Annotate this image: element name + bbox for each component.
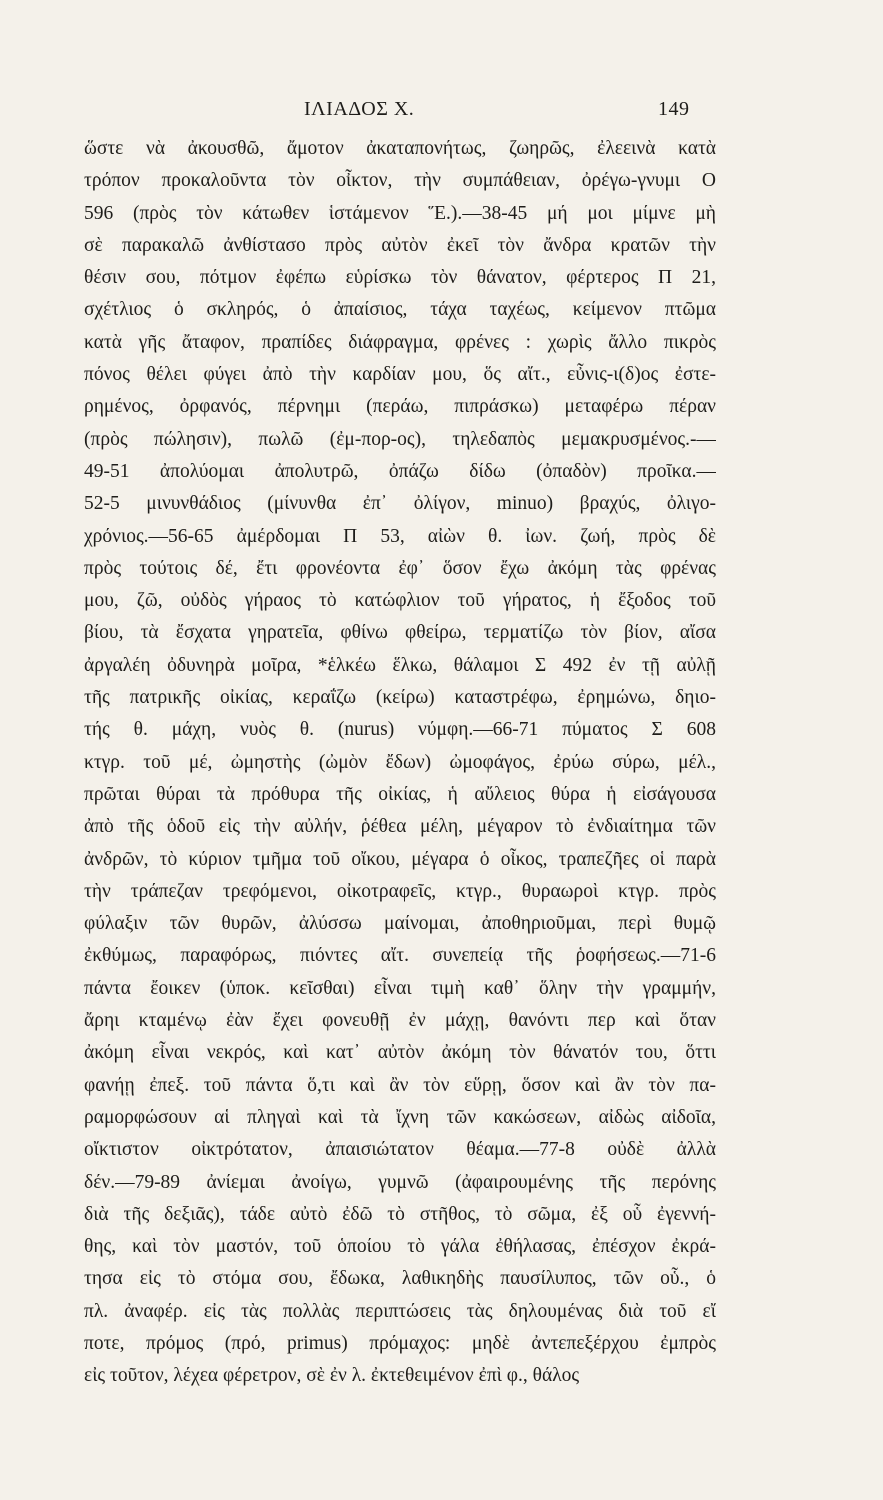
text-line (84, 1328, 716, 1360)
line-text: τησα εἰς τὸ στόμα σου, ἔδωκα, λαθικηδὴς παυσίλυπος, τῶν οὗ., ὁ (84, 1268, 716, 1290)
text-line (84, 876, 716, 908)
text-line (84, 327, 716, 359)
text-line (84, 294, 716, 326)
text-line (84, 811, 716, 843)
text-line (84, 488, 716, 520)
line-text: πόνος θέλει φύγει ἀπὸ τὴν καρδίαν μου, ὅς αἴτ., εὖνις-ι(δ)ος ἐστε- (84, 364, 716, 386)
line-text: πάντα ἔοικεν (ὑποκ. κεῖσθαι) εἶναι τιμὴ καθ᾽ ὅλην τὴν γραμμήν, (84, 977, 716, 999)
text-line (84, 456, 716, 488)
text-line (84, 1102, 716, 1134)
line-text: σὲ παρακαλῶ ἀνθίστασο πρὸς αὐτὸν ἐκεῖ τὸν ἄνδρα κρατῶν τὴν (84, 234, 716, 256)
text-line (84, 198, 716, 230)
text-line (84, 1199, 716, 1231)
line-text: ἄρηι κταμένῳ ἐὰν ἔχει φονευθῇ ἐν μάχῃ, θανόντι περ καὶ ὅταν (84, 1010, 716, 1032)
line-text: ὥστε νὰ ἀκουσθῶ, ἄμοτον ἀκαταπονήτως, ζωηρῶς, ἐλεεινὰ κατὰ (84, 138, 716, 159)
line-text: 49-51 ἀπολύομαι ἀπολυτρῶ, ὀπάζω δίδω (ὀπαδὸν) προῖκα.— (84, 460, 716, 482)
line-text: κτγρ. τοῦ μέ, ὠμηστὴς (ὠμὸν ἔδων) ὠμοφάγος, ἐρύω σύρω, μέλ., (84, 751, 716, 773)
line-text: πλ. ἀναφέρ. εἰς τὰς πολλὰς περιπτώσεις τὰς δηλουμένας διὰ τοῦ εἴ (84, 1300, 716, 1322)
line-text: ρημένος, ὀρφανός, πέρνημι (περάω, πιπράσκω) μεταφέρω πέραν (84, 396, 716, 418)
text-line (84, 973, 716, 1005)
line-text: τής θ. μάχη, νυὸς θ. (nurus) νύμφη.—66-71 πύματος Σ 608 (84, 719, 716, 741)
text-line (84, 617, 716, 649)
line-text: ποτε, πρόμος (πρό, primus) πρόμαχος: μηδὲ ἀντεπεξέρχου ἐμπρὸς (84, 1332, 716, 1354)
text-line (84, 940, 716, 972)
line-text: τῆς πατρικῆς οἰκίας, κεραΐζω (κείρω) καταστρέφω, ἐρημώνω, δηιο- (84, 687, 716, 709)
text-line (84, 747, 716, 779)
text-line (84, 1360, 716, 1392)
text-line (84, 779, 716, 811)
text-line (84, 1167, 716, 1199)
text-line (84, 714, 716, 746)
line-text: χρόνιος.—56-65 ἀμέρδομαι Π 53, αἰὼν θ. ἰων. ζωή, πρὸς δὲ (84, 525, 716, 547)
line-text: ἀνδρῶν, τὸ κύριον τμῆμα τοῦ οἴκου, μέγαρα ὁ οἶκος, τραπεζῆες οἱ παρὰ (84, 848, 716, 870)
text-line (84, 585, 716, 617)
line-text: 596 (πρὸς τὸν κάτωθεν ἱστάμενον Ἕ.).—38-45 μή μοι μίμνε μὴ (84, 202, 716, 224)
line-text: σχέτλιος ὁ σκληρός, ὁ ἀπαίσιος, τάχα ταχέως, κείμενον πτῶμα (84, 299, 716, 321)
line-text: δέν.—79-89 ἀνίεμαι ἀνοίγω, γυμνῶ (ἀφαιρουμένης τῆς περόνης (84, 1171, 716, 1193)
line-text: (πρὸς πώλησιν), πωλῶ (ἐμ-πορ-ος), τηλεδαπὸς μεμακρυσμένος.-— (84, 428, 716, 450)
text-line (84, 359, 716, 391)
line-text: θης, καὶ τὸν μαστόν, τοῦ ὁποίου τὸ γάλα ἐθήλασας, ἐπέσχον ἐκρά- (84, 1236, 716, 1258)
commentary-text (84, 133, 716, 1393)
line-text: ἐκθύμως, παραφόρως, πιόντες αἴτ. συνεπείᾳ τῆς ῥοφήσεως.—71-6 (84, 945, 716, 967)
page-number: 149 (658, 98, 690, 120)
line-text: διὰ τῆς δεξιᾶς), τάδε αὐτὸ ἐδῶ τὸ στῆθος, τὸ σῶμα, ἐξ οὗ ἐγεννή- (84, 1203, 716, 1225)
text-line (84, 1005, 716, 1037)
line-text: βίου, τὰ ἔσχατα γηρατεῖα, φθίνω φθείρω, τερματίζω τὸν βίον, αἴσα (84, 622, 716, 644)
line-text: πρὸς τούτοις δέ, ἔτι φρονέοντα ἐφ᾽ ὅσον ἔχω ἀκόμη τὰς φρένας (84, 557, 716, 579)
text-line (84, 1296, 716, 1328)
line-text: μου, ζῶ, οὐδὸς γήραος τὸ κατώφλιον τοῦ γήρατος, ἡ ἔξοδος τοῦ (84, 590, 716, 612)
text-line (84, 1070, 716, 1102)
line-text: 52-5 μινυνθάδιος (μίνυνθα ἐπ᾽ ὀλίγον, minuo) βραχύς, ὀλιγο- (84, 493, 716, 515)
line-text: πρῶται θύραι τὰ πρόθυρα τῆς οἰκίας, ἡ αὔλειος θύρα ἡ εἰσάγουσα (84, 783, 716, 805)
running-header (0, 98, 883, 128)
line-text: ἀκόμη εἶναι νεκρός, καὶ κατ᾽ αὐτὸν ἀκόμη τὸν θάνατόν του, ὅττι (84, 1042, 716, 1064)
line-text: ἀργαλέη ὀδυνηρὰ μοῖρα, *ἑλκέω ἕλκω, θάλαμοι Σ 492 ἐν τῇ αὐλῇ (84, 654, 716, 676)
text-line (84, 682, 716, 714)
line-text: κατὰ γῆς ἄταφον, πραπίδες διάφραγμα, φρένες : χωρὶς ἄλλο πικρὸς (84, 331, 716, 353)
text-line (84, 553, 716, 585)
text-line (84, 391, 716, 423)
running-title: ΙΛΙΑΔΟΣ Χ. (304, 98, 415, 120)
line-text: τρόπον προκαλοῦντα τὸν οἶκτον, τὴν συμπάθειαν, ὀρέγω-γνυμι Ο (84, 170, 716, 192)
line-text: φανήῃ ἐπεξ. τοῦ πάντα ὅ,τι καὶ ἂν τὸν εὕρῃ, ὅσον καὶ ἂν τὸν πα- (84, 1074, 716, 1096)
text-line (84, 165, 716, 197)
text-line (84, 1037, 716, 1069)
text-line (84, 1263, 716, 1295)
line-text: εἰς τοῦτον, λέχεα φέρετρον, σὲ ἐν λ. ἐκτεθειμένον ἐπὶ φ., θάλος (84, 1365, 580, 1387)
text-line (84, 424, 716, 456)
text-line (84, 844, 716, 876)
text-line (84, 262, 716, 294)
line-text: τὴν τράπεζαν τρεφόμενοι, οἰκοτραφεῖς, κτγρ., θυραωροὶ κτγρ. πρὸς (84, 880, 716, 902)
line-text: φύλαξιν τῶν θυρῶν, ἀλύσσω μαίνομαι, ἀποθηριοῦμαι, περὶ θυμῷ (84, 913, 716, 935)
line-text: οἴκτιστον οἰκτρότατον, ἀπαισιώτατον θέαμα.—77-8 οὐδὲ ἀλλὰ (84, 1139, 716, 1161)
line-text: ἀπὸ τῆς ὁδοῦ εἰς τὴν αὐλήν, ῥέθεα μέλη, μέγαρον τὸ ἐνδιαίτημα τῶν (84, 816, 716, 838)
text-line (84, 650, 716, 682)
text-line (84, 133, 716, 165)
text-line (84, 230, 716, 262)
line-text: ραμορφώσουν αἱ πληγαὶ καὶ τὰ ἴχνη τῶν κακώσεων, αἰδὼς αἰδοῖα, (84, 1106, 716, 1128)
text-line (84, 521, 716, 553)
text-line (84, 1134, 716, 1166)
text-line (84, 908, 716, 940)
text-line (84, 1231, 716, 1263)
line-text: θέσιν σου, πότμον ἐφέπω εὑρίσκω τὸν θάνατον, φέρτερος Π 21, (84, 267, 716, 289)
